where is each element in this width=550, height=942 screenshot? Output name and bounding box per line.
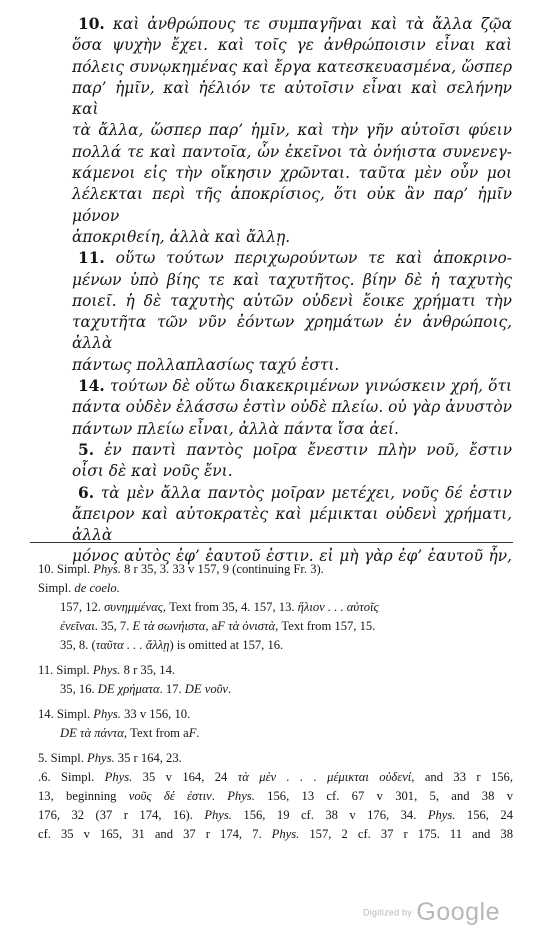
fragment-11-line: μένων ὑπὸ βίης τε καὶ ταχυτῆτος. βίην δὲ ἡ ταχυτὴς	[72, 270, 512, 289]
note-10-line: 35, 8. (ταῦτα . . . ἄλλῃ) is omitted at 157, 16.	[60, 638, 284, 652]
footnote-divider	[30, 542, 513, 543]
fragment-number: 14.	[78, 377, 105, 396]
fragment-10-line: πόλεις συνῳκημένας καὶ ἔργα κατεσκευασμένα, ὥσπερ	[72, 57, 512, 76]
note-6-line: .6. Simpl. Phys. 35 v 164, 24 τὰ μὲν . . . μέμικται οὐδενί, and 33 r 156,	[38, 770, 514, 784]
google-logo: Google	[416, 898, 500, 926]
note-6-line: cf. 35 v 165, 31 and 37 r 174, 7. Phys. 157, 2 cf. 37 r 175. 11 and 38	[38, 827, 513, 841]
note-10-line: 157, 12. συνημμένας, Text from 35, 4. 157, 13. ἥλιον . . . αὐτοῖς	[60, 600, 379, 614]
google-digitized-watermark: Digitized by Google	[363, 898, 500, 926]
note-14-line: 14. Simpl. Phys. 33 v 156, 10.	[38, 707, 191, 721]
fragment-14-line: 14. τούτων δὲ οὕτω διακεκριμένων γινώσκειν χρή, ὅτι	[78, 377, 512, 396]
fragment-10-line: πολλά τε καὶ παντοῖα, ὧν ἐκεῖνοι τὰ ὀνήιστα συνενεγ-	[72, 142, 512, 161]
note-6-line: 176, 32 (37 r 174, 16). Phys. 156, 19 cf. 38 v 176, 34. Phys. 156, 24	[38, 808, 513, 822]
fragment-14-line: πάντα οὐδὲν ἐλάσσω ἐστὶν οὐδὲ πλείω. οὐ γὰρ ἀνυστὸν	[72, 398, 512, 417]
note-10-line: Simpl. de coelo.	[38, 581, 120, 595]
fragment-11-line: ποιεῖ. ἡ δὲ ταχυτὴς αὐτῶν οὐδενὶ ἔοικε χρήματι τὴν	[72, 291, 512, 310]
greek-text-block	[72, 14, 512, 568]
note-11-line: 35, 16. DE χρήματα. 17. DE νοῦν.	[60, 682, 232, 696]
fragment-6-line: ἄπειρον καὶ αὐτοκρατὲς καὶ μέμικται οὐδενὶ χρήματι, ἀλλὰ	[72, 504, 512, 545]
fragment-10-line: τὰ ἄλλα, ὥσπερ παρ’ ἡμῖν, καὶ τὴν γῆν αὐτοῖσι φύειν	[72, 121, 512, 140]
fragment-number: 5.	[78, 440, 95, 459]
note-10-line: ἐνεῖναι. 35, 7. E τὰ σωνήιστα, aF τὰ ὀνιστὰ, Text from 157, 15.	[60, 619, 376, 633]
note-6-line: 13, beginning νοῦς δέ ἐστιν. Phys. 156, 13 cf. 67 v 301, 5, and 38 v	[38, 789, 514, 803]
fragment-5-line: οἷσι δὲ καὶ νοῦς ἔνι.	[72, 462, 233, 481]
fragment-14-line: πάντων πλείω εἶναι, ἀλλὰ πάντα ἴσα ἀεί.	[72, 419, 399, 438]
fragment-6-line: 6. τὰ μὲν ἄλλα παντὸς μοῖραν μετέχει, νοῦς δέ ἐστιν	[78, 483, 512, 502]
fragment-11-line: πάντως πολλαπλασίως ταχύ ἐστι.	[72, 355, 340, 374]
note-5-line: 5. Simpl. Phys. 35 r 164, 23.	[38, 751, 182, 765]
fragment-11-line: ταχυτῆτα τῶν νῦν ἐόντων χρημάτων ἐν ἀνθρώποις, ἀλλὰ	[72, 313, 512, 353]
fragment-6-line: μόνος αὐτὸς ἐφ’ ἑαυτοῦ ἐστιν. εἰ μὴ γὰρ ἐφ’ ἑαυτοῦ ἦν,	[72, 547, 512, 566]
fragment-number: 11.	[78, 249, 105, 268]
fragment-10-line: 10. καὶ ἀνθρώπους τε συμπαγῆναι καὶ τὰ ἄλλα ζῷα	[78, 15, 512, 33]
note-11-line: 11. Simpl. Phys. 8 r 35, 14.	[38, 663, 176, 677]
apparatus-notes	[38, 560, 513, 844]
fragment-10-line: ἀποκριθείη, ἀλλὰ καὶ ἄλλῃ.	[72, 227, 291, 246]
fragment-number: 10.	[78, 15, 105, 33]
fragment-10-line: παρ’ ἡμῖν, καὶ ἠέλιόν τε αὐτοῖσιν εἶναι καὶ σελήνην καὶ	[72, 78, 512, 119]
note-10-line: 10. Simpl. Phys. 8 r 35, 3. 33 v 157, 9 (continuing Fr. 3).	[38, 562, 324, 576]
fragment-10-line: κάμενοι εἰς τὴν οἴκησιν χρῶνται. ταῦτα μὲν οὖν μοι	[72, 164, 512, 183]
fragment-10-line: ὅσα ψυχὴν ἔχει. καὶ τοῖς γε ἀνθρώποισιν εἶναι καὶ	[72, 36, 512, 55]
fragment-10-line: λέλεκται περὶ τῆς ἀποκρίσιος, ὅτι οὐκ ἂν παρ’ ἡμῖν μόνον	[72, 185, 512, 225]
note-14-line: DE τὰ πάντα, Text from aF.	[60, 726, 200, 740]
fragment-number: 6.	[78, 483, 95, 502]
fragment-11-line: 11. οὕτω τούτων περιχωρούντων τε καὶ ἀποκρινο-	[78, 249, 512, 268]
fragment-5-line: 5. ἐν παντὶ παντὸς μοῖρα ἔνεστιν πλὴν νοῦ, ἔστιν	[78, 440, 512, 459]
